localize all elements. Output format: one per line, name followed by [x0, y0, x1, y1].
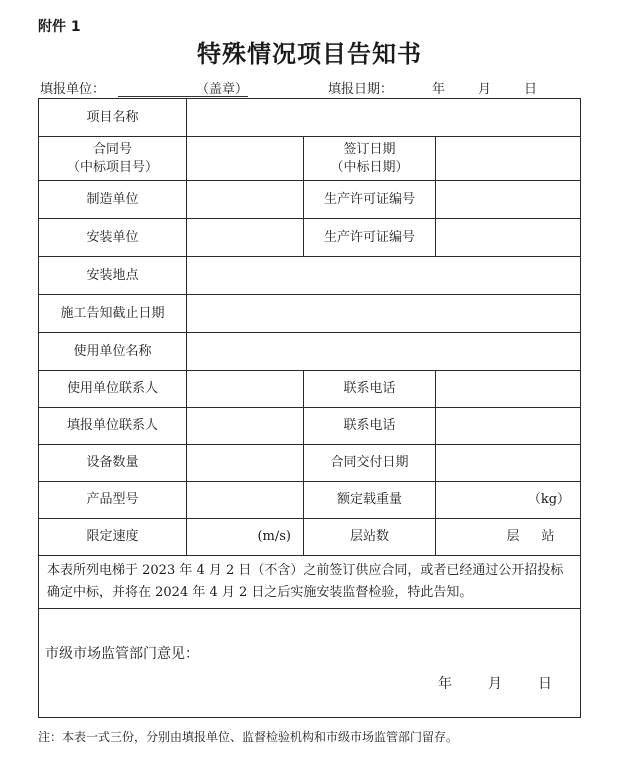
equipment-qty-field[interactable]	[187, 445, 304, 482]
filler-phone-label: 联系电话	[304, 408, 436, 445]
day-label: 日	[524, 82, 538, 97]
manufacturer-label: 制造单位	[39, 181, 187, 219]
attachment-label: 附件 1	[38, 19, 81, 35]
installer-field[interactable]	[187, 219, 304, 257]
rated-load-field[interactable]	[436, 482, 581, 519]
opinion-month-label: 月	[488, 676, 503, 692]
license-no-field[interactable]	[436, 181, 581, 219]
fill-date-label: 填报日期：	[328, 82, 394, 97]
speed-unit-label: (m/s)	[257, 529, 291, 544]
user-phone-label: 联系电话	[304, 371, 436, 408]
table-row	[39, 295, 581, 333]
equipment-qty-label: 设备数量	[39, 445, 187, 482]
user-contact-label: 使用单位联系人	[39, 371, 187, 408]
table-row	[39, 181, 581, 219]
user-contact-field[interactable]	[187, 371, 304, 408]
opinion-date	[420, 675, 570, 693]
sign-date-field[interactable]	[436, 137, 581, 181]
table-row	[39, 99, 581, 137]
deadline-field[interactable]	[187, 295, 581, 333]
fill-date-field[interactable]	[432, 78, 570, 97]
opinion-label: 市级市场监管部门意见：	[45, 646, 199, 662]
opinion-day-label: 日	[538, 676, 553, 692]
model-field[interactable]	[187, 482, 304, 519]
fill-unit-field[interactable]	[118, 78, 248, 97]
floor-unit-label: 层	[506, 529, 520, 544]
user-name-label: 使用单位名称	[39, 333, 187, 371]
installer-license-no-label: 生产许可证编号	[304, 219, 436, 257]
floors-stations-label: 层站数	[304, 519, 436, 556]
seal-label: （盖章）	[195, 82, 248, 97]
station-unit-label: 站	[541, 529, 555, 544]
table-row	[39, 219, 581, 257]
footnote: 注：本表一式三份，分别由填报单位、监督检验机构和市级市场监管部门留存。	[38, 730, 459, 744]
delivery-date-field[interactable]	[436, 445, 581, 482]
table-row	[39, 482, 581, 519]
kg-unit-label: （kg）	[527, 492, 571, 507]
table-row	[39, 519, 581, 556]
declaration-note: 本表所列电梯于 2023 年 4 月 2 日（不含）之前签订供应合同，或者已经通过公开招投标确定中标，并将在 2024 年 4 月 2 日之后实施安装监督检验，特此告知。	[39, 556, 581, 609]
contract-no-field[interactable]	[187, 137, 304, 181]
notice-form-table	[38, 98, 581, 718]
opinion-field[interactable]	[39, 609, 581, 718]
model-label: 产品型号	[39, 482, 187, 519]
license-no-label: 生产许可证编号	[304, 181, 436, 219]
filler-phone-field[interactable]	[436, 408, 581, 445]
speed-limit-field[interactable]	[187, 519, 304, 556]
project-name-label: 项目名称	[39, 99, 187, 137]
filler-contact-field[interactable]	[187, 408, 304, 445]
user-phone-field[interactable]	[436, 371, 581, 408]
installer-label: 安装单位	[39, 219, 187, 257]
table-row	[39, 333, 581, 371]
contract-no-label: 合同号 （中标项目号）	[39, 137, 187, 181]
filler-contact-label: 填报单位联系人	[39, 408, 187, 445]
floors-stations-field[interactable]	[436, 519, 581, 556]
table-row	[39, 445, 581, 482]
table-row	[39, 137, 581, 181]
table-row	[39, 408, 581, 445]
year-label: 年	[432, 82, 446, 97]
user-name-field[interactable]	[187, 333, 581, 371]
install-location-label: 安装地点	[39, 257, 187, 295]
table-row	[39, 371, 581, 408]
delivery-date-label: 合同交付日期	[304, 445, 436, 482]
speed-limit-label: 限定速度	[39, 519, 187, 556]
table-row	[39, 556, 581, 609]
rated-load-label: 额定载重量	[304, 482, 436, 519]
page-title: 特殊情况项目告知书	[197, 39, 422, 68]
manufacturer-field[interactable]	[187, 181, 304, 219]
month-label: 月	[478, 82, 492, 97]
install-location-field[interactable]	[187, 257, 581, 295]
opinion-year-label: 年	[438, 676, 453, 692]
deadline-label: 施工告知截止日期	[39, 295, 187, 333]
sign-date-label: 签订日期 （中标日期）	[304, 137, 436, 181]
table-row	[39, 257, 581, 295]
project-name-field[interactable]	[187, 99, 581, 137]
installer-license-no-field[interactable]	[436, 219, 581, 257]
table-row	[39, 609, 581, 718]
fill-unit-label: 填报单位：	[40, 82, 106, 97]
